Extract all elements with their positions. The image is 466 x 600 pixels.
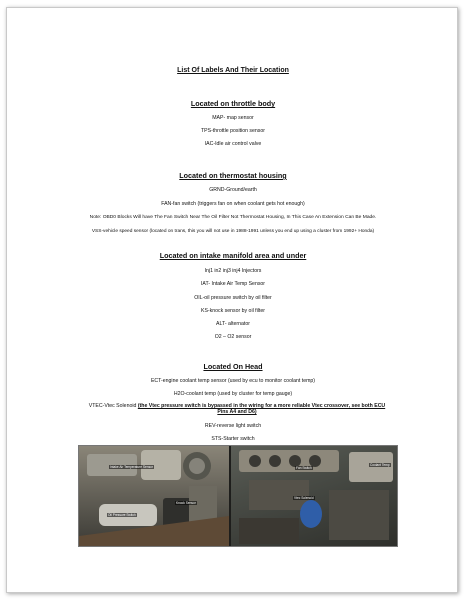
section-line: VSS-vehicle speed sensor (located on trans, this you will not use in 1988-1991 unless you end up using a cluster from 1992+ Honda) xyxy=(91,229,375,234)
photo-label: Vtec Solenoid xyxy=(294,496,314,500)
section-line: GRND-Ground/earth xyxy=(209,187,257,193)
section-line: KS-knock sensor by oil filter xyxy=(200,308,265,314)
document-page xyxy=(6,7,458,593)
section-line: TPS-throttle position sensor xyxy=(200,128,265,134)
section-line: STS-Starter switch xyxy=(211,436,255,442)
photo-label: Intake Air Temperature Sensor xyxy=(110,465,153,469)
section-line: H2O-coolant temp (used by cluster for temp gauge) xyxy=(173,391,293,397)
photo-label: Coolant Temp xyxy=(370,463,390,467)
vtec-line xyxy=(87,403,387,415)
section-heading-throttle-body: Located on throttle body xyxy=(190,99,276,108)
section-heading-thermostat-housing: Located on thermostat housing xyxy=(179,171,287,180)
section-line: Note: OBD0 Blocks Will have The Fan Switch Near The Oil Filter Not Thermostat Housing, In This Case An Extension Can Be Made. xyxy=(89,215,377,220)
section-line: IAC-Idle air control valve xyxy=(204,141,262,147)
section-heading-head: Located On Head xyxy=(203,362,263,371)
photo-label: Oil Pressure Switch xyxy=(108,513,136,517)
section-line: MAP- map sensor xyxy=(212,115,254,121)
section-line: FAN-fan switch (triggers fan on when coolant gets hot enough) xyxy=(161,201,305,207)
document-title: List Of Labels And Their Location xyxy=(177,67,289,74)
section-line: ALT- alternator xyxy=(216,321,250,327)
photo-label: Knock Sensor xyxy=(176,501,196,505)
section-line: REV-reverse light switch xyxy=(204,423,262,429)
section-line: Inj1 in2 inj3 inj4 Injectors xyxy=(204,268,262,274)
engine-photo xyxy=(78,445,398,547)
vtec-label: VTEC-Vtec Solenoid xyxy=(88,403,137,409)
section-line: O2 – O2 sensor xyxy=(214,334,252,340)
section-line: IAT- Intake Air Temp Sensor xyxy=(200,281,266,287)
section-heading-intake-manifold: Located on intake manifold area and under xyxy=(159,251,307,260)
section-line: ECT-engine coolant temp sensor (used by ecu to monitor coolant temp) xyxy=(150,378,316,384)
engine-photo-image xyxy=(79,446,397,546)
photo-label: Fan Switch xyxy=(296,466,312,470)
section-line: OIL-oil pressure switch by oil filter xyxy=(194,295,272,301)
vtec-note: (the Vtec pressure switch is bypassed in the wiring for a more reliable Vtec crossover, see both ECU Pins A4 and D6) xyxy=(137,403,386,415)
